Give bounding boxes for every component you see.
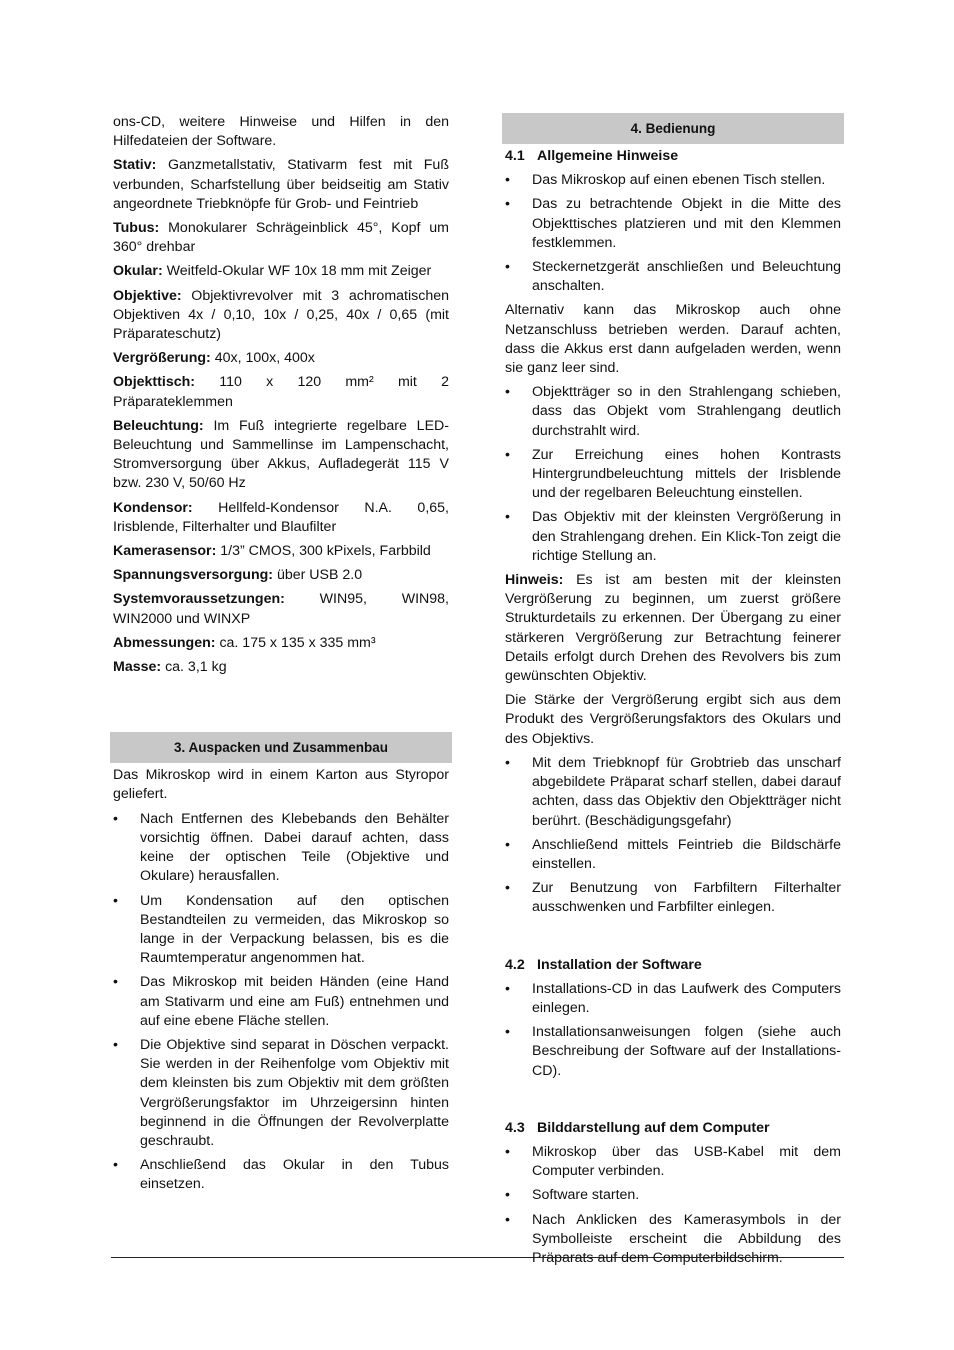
spec-label: Okular: (113, 263, 163, 280)
subsection-number: 4.1 (505, 148, 525, 164)
spec-item (113, 590, 449, 628)
bullet-icon: • (505, 754, 510, 771)
bullet-icon: • (505, 980, 510, 997)
spec-item (113, 219, 449, 257)
spec-value: 110 x 120 mm² mit 2 Präparateklemmen (113, 374, 449, 410)
spec-item (113, 373, 449, 411)
magnification-paragraph: Die Stärke der Vergrößerung ergibt sich aus dem Produkt des Vergrößerungsfaktors des Okulars und des Objektivs. (505, 692, 841, 747)
bullet-list-a (505, 171, 841, 296)
bullet-icon: • (505, 1024, 510, 1041)
spec-value: ca. 175 x 135 x 335 mm³ (219, 634, 376, 651)
spec-label: Objekttisch: (113, 374, 195, 391)
bullet-icon: • (113, 1036, 118, 1053)
section-3-heading: 3. Auspacken und Zusammenbau (110, 732, 452, 763)
hint-label: Hinweis: (505, 572, 564, 589)
spec-label: Kamerasensor: (113, 543, 217, 560)
spec-label: Masse: (113, 659, 162, 676)
spec-item (113, 287, 449, 345)
section-4-heading: 4. Bedienung (502, 113, 844, 144)
list-item-text: Das Objektiv mit der kleinsten Vergrößerung in den Strahlengang drehen. Ein Klick-Ton zeigt die richtige Stellung an. (532, 509, 841, 564)
spec-value: WIN95, WIN98, WIN2000 und WINXP (113, 591, 449, 627)
list-item-text: Objektträger so in den Strahlengang schieben, dass das Objekt vom Strahlengang deutlich durchstrahlt wird. (532, 384, 841, 439)
spec-value: ca. 3,1 kg (165, 659, 227, 676)
bullet-icon: • (113, 1157, 118, 1174)
list-item (505, 1211, 841, 1269)
hint-text: Es ist am besten mit der kleinsten Vergrößerung zu beginnen, um zuerst größere Strukturdetails zu erkennen. Der Übergang zu einer stärkeren Vergrößerung zur Betrachtung feinerer Details erfolgt durch Drehen des Revolvers bis zum gewünschten Objektiv. (505, 572, 841, 685)
list-item-text: Anschließend das Okular in den Tubus einsetzen. (140, 1157, 449, 1193)
spec-label: Stativ: (113, 157, 157, 174)
spec-item (113, 658, 449, 677)
section-3-list (113, 810, 449, 1195)
spacer (505, 1086, 841, 1119)
list-item (505, 879, 841, 917)
spec-label: Vergrößerung: (113, 350, 211, 367)
hint-paragraph (505, 571, 841, 686)
bullet-icon: • (505, 836, 510, 853)
spec-value: Ganzmetallstativ, Stativarm fest mit Fuß verbunden, Scharfstellung über beidseitig am Stativ angeordnete Triebknöpfe für Grob- und Feintrieb (113, 157, 449, 212)
spec-item (113, 156, 449, 214)
list-item (113, 973, 449, 1031)
bullet-icon: • (505, 446, 510, 463)
intro-paragraph: ons-CD, weitere Hinweise und Hilfen in den Hilfedateien der Software. (113, 114, 449, 150)
subsection-number: 4.2 (505, 956, 525, 973)
list-item (505, 1186, 841, 1205)
spec-label: Tubus: (113, 220, 160, 237)
spacer (113, 682, 449, 732)
display-list (505, 1143, 841, 1268)
list-item-text: Installationsanweisungen folgen (siehe auch Beschreibung der Software auf der Installations-CD). (532, 1024, 841, 1079)
subsection-4-1-heading (505, 147, 841, 166)
bullet-icon: • (505, 1211, 510, 1228)
list-item (505, 1023, 841, 1081)
list-item-text: Mit dem Triebknopf für Grobtrieb das unscharf abgebildete Präparat scharf stellen, dabei darauf achten, dass das Objektiv den Objektträger nicht berührt. (Beschädigungsgefahr) (532, 754, 841, 829)
spacer (505, 923, 841, 956)
section-3-intro: Das Mikroskop wird in einem Karton aus Styropor geliefert. (113, 767, 449, 803)
bullet-list-c (505, 754, 841, 918)
spec-value: Im Fuß integrierte regelbare LED-Beleuchtung und Sammellinse im Lampenschacht, Stromversorgung über Akkus, Aufladegerät 115 V bzw. 230 V, 50/60 Hz (113, 417, 449, 492)
list-item-text: Um Kondensation auf den optischen Bestandteilen zu vermeiden, das Mikroskop so lange in der Verpackung belassen, bis es die Raumtemperatur angenommen hat. (140, 892, 449, 967)
footer-rule (111, 1257, 844, 1258)
software-install-list (505, 980, 841, 1081)
left-column (113, 113, 449, 1200)
list-item-text: Zur Erreichung eines hohen Kontrasts Hintergrundbeleuchtung mittels der Irisblende und der regelbaren Beleuchtung einstellen. (532, 446, 841, 502)
list-item (505, 195, 841, 253)
spec-label: Kondensor: (113, 499, 193, 516)
list-item-text: Anschließend mittels Feintrieb die Bildschärfe einstellen. (532, 836, 841, 872)
bullet-icon: • (505, 259, 510, 276)
spec-value: Weitfeld-Okular WF 10x 18 mm mit Zeiger (166, 263, 432, 280)
list-item-text: Die Objektive sind separat in Döschen verpackt. Sie werden in der Reihenfolge vom Objektiv mit dem kleinsten bis zum Objektiv mit dem größten Vergrößerungsfaktor im Uhrzeigersinn hinten beginnend in die Öffnungen der Revolverplatte geschraubt. (140, 1036, 449, 1149)
list-item (505, 446, 841, 504)
spec-value: über USB 2.0 (276, 567, 363, 584)
list-item (505, 836, 841, 874)
spec-item (113, 542, 449, 561)
bullet-icon: • (113, 810, 118, 827)
subsection-title: Installation der Software (537, 956, 702, 973)
subsection-title: Bilddarstellung auf dem Computer (537, 1119, 770, 1136)
list-item-text: Mikroskop über das USB-Kabel mit dem Computer verbinden. (532, 1143, 841, 1180)
spec-value: Hellfeld-Kondensor N.A. 0,65, Irisblende, Filterhalter und Blaufilter (113, 499, 449, 535)
list-item-text: Software starten. (532, 1187, 640, 1204)
spec-label: Beleuchtung: (113, 417, 204, 434)
bullet-icon: • (505, 384, 510, 401)
bullet-icon: • (505, 1187, 510, 1204)
subsection-number: 4.3 (505, 1119, 525, 1136)
list-item (113, 1156, 449, 1194)
list-item-text: Das zu betrachtende Objekt in die Mitte des Objekttisches platzieren und mit den Klemmen festklemmen. (532, 196, 841, 251)
spec-label: Objektive: (113, 287, 182, 304)
subsection-title: Allgemeine Hinweise (537, 148, 679, 164)
list-item (505, 171, 841, 190)
list-item-text: Zur Benutzung von Farbfiltern Filterhalter ausschwenken und Farbfilter einlegen. (532, 880, 841, 916)
list-item (113, 1036, 449, 1151)
right-column (505, 113, 841, 1273)
bullet-list-b (505, 383, 841, 566)
list-item (113, 892, 449, 969)
list-item-text: Nach Entfernen des Klebebands den Behälter vorsichtig öffnen. Dabei darauf achten, dass keine der optischen Teile (Objektive und Okulare) herausfallen. (140, 810, 449, 885)
spec-label: Systemvoraussetzungen: (113, 591, 285, 608)
list-item-text: Das Mikroskop mit beiden Händen (eine Hand am Stativarm und eine am Fuß) entnehmen und auf eine ebene Fläche stellen. (140, 974, 449, 1029)
spec-item (113, 417, 449, 494)
spec-label: Abmessungen: (113, 634, 216, 651)
spec-item (113, 499, 449, 537)
list-item-text: Das Mikroskop auf einen ebenen Tisch stellen. (532, 172, 826, 189)
bullet-icon: • (505, 880, 510, 897)
spec-value: Objektivrevolver mit 3 achromatischen Objektiven 4x / 0,10, 10x / 0,25, 40x / 0,65 (mit Präparateschutz) (113, 287, 449, 343)
list-item-text: Nach Anklicken des Kamerasymbols in der Symbolleiste erscheint die Abbildung des Präparats auf dem Computerbildschirm. (532, 1211, 841, 1266)
spec-list (113, 156, 449, 677)
spec-value: 40x, 100x, 400x (214, 350, 315, 367)
bullet-icon: • (113, 892, 118, 909)
list-item (505, 754, 841, 831)
spec-label: Spannungsversorgung: (113, 567, 274, 584)
list-item-text: Steckernetzgerät anschließen und Beleuchtung anschalten. (532, 259, 841, 295)
list-item (505, 508, 841, 566)
spec-item (113, 634, 449, 653)
bullet-icon: • (505, 172, 510, 189)
spec-value: Monokularer Schrägeinblick 45°, Kopf um 360° drehbar (113, 220, 449, 256)
bullet-icon: • (505, 1143, 510, 1160)
battery-paragraph: Alternativ kann das Mikroskop auch ohne Netzanschluss betrieben werden. Darauf achten, dass die Akkus erst dann aufgeladen werden, wenn sie ganz leer sind. (505, 302, 841, 377)
bullet-icon: • (113, 974, 118, 991)
list-item (113, 810, 449, 887)
spec-item (113, 349, 449, 368)
list-item (505, 980, 841, 1018)
list-item-text: Installations-CD in das Laufwerk des Computers einlegen. (532, 980, 841, 1016)
subsection-4-2-heading (505, 956, 841, 975)
subsection-4-3-heading (505, 1119, 841, 1138)
bullet-icon: • (505, 196, 510, 213)
spec-value: 1/3” CMOS, 300 kPixels, Farbbild (220, 543, 431, 560)
spec-item (113, 566, 449, 585)
spec-item (113, 262, 449, 281)
list-item (505, 258, 841, 296)
list-item (505, 1143, 841, 1181)
list-item (505, 383, 841, 441)
bullet-icon: • (505, 509, 510, 526)
